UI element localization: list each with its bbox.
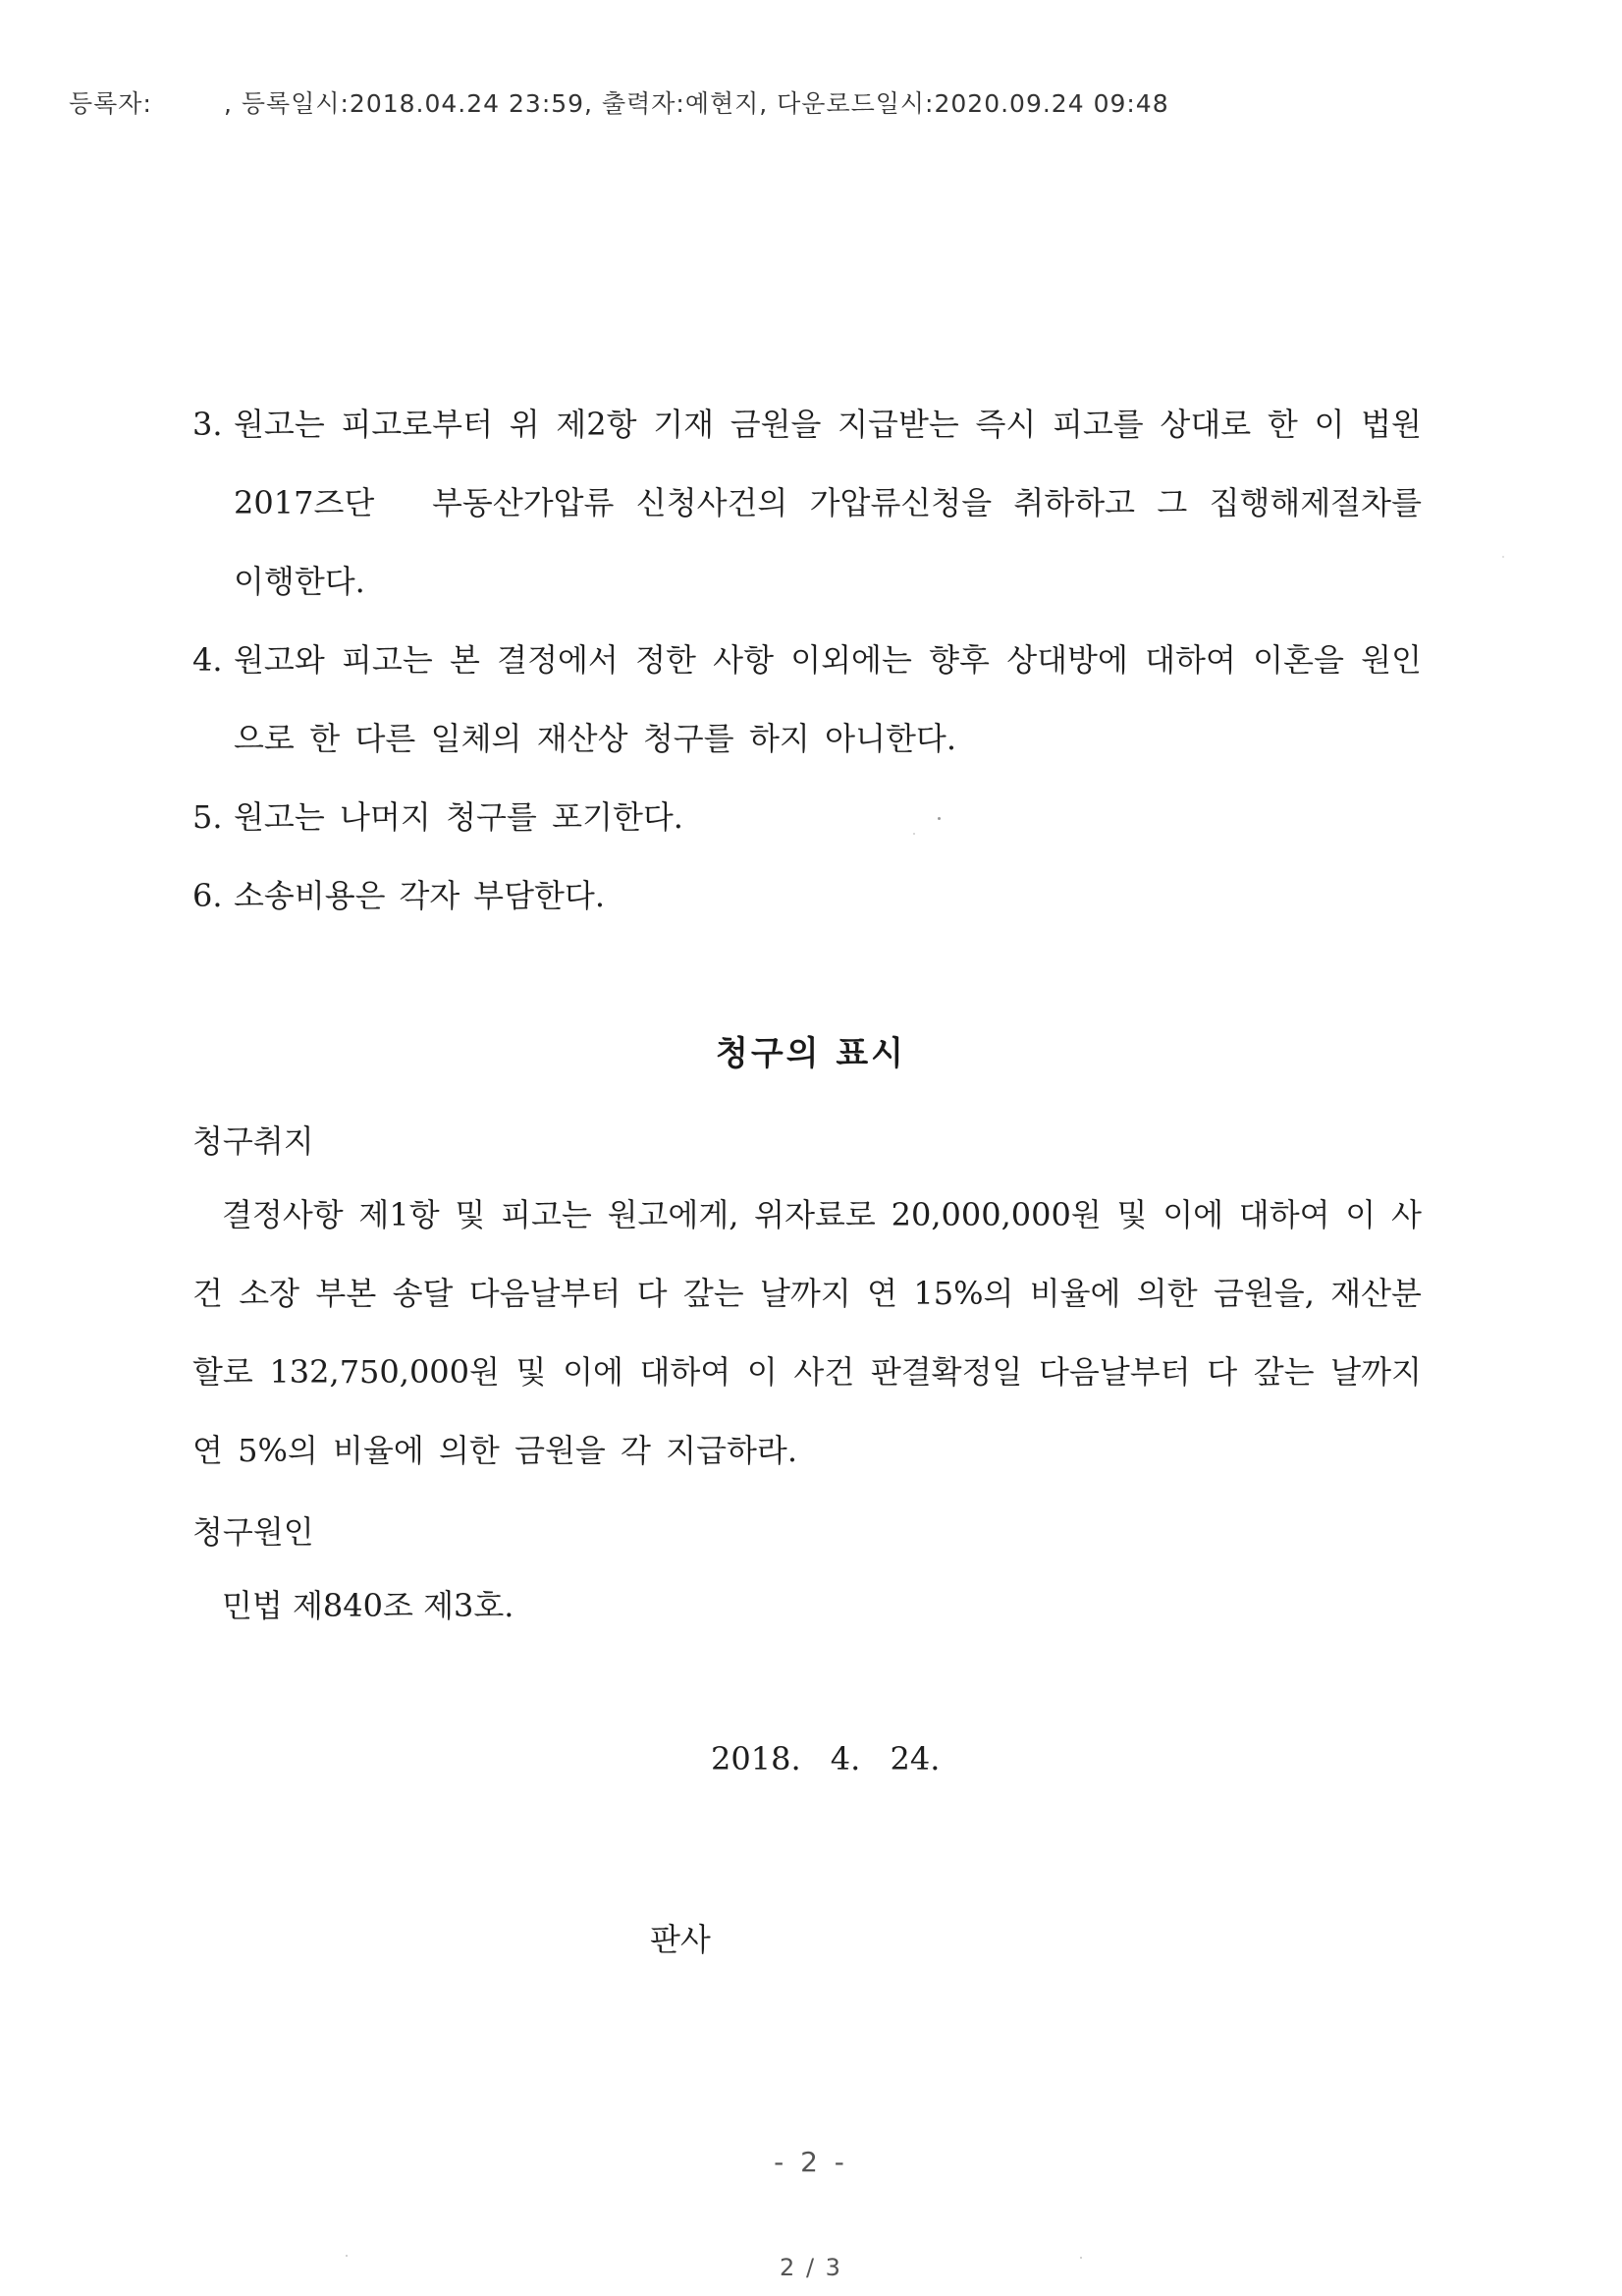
item-3-number: 3. [192, 406, 223, 443]
scan-speck [938, 817, 941, 820]
claim-purpose-line-3: 할로 132,750,000원 및 이에 대하여 이 사건 판결확정일 다음날부터 다 갚는 날까지 [192, 1353, 1422, 1391]
item-4-line-1: 원고와 피고는 본 결정에서 정한 사항 이외에는 향후 상대방에 대하여 이혼을 원인 [234, 641, 1422, 679]
item-3-case-number: 2017즈단 [234, 484, 375, 521]
claim-purpose-line-4: 연 5%의 비율에 의한 금원을 각 지급하라. [192, 1432, 797, 1469]
claim-cause-heading: 청구원인 [192, 1513, 314, 1551]
claim-section-title: 청구의 표시 [715, 1034, 907, 1073]
claim-cause-text: 민법 제840조 제3호. [222, 1587, 514, 1624]
registrant-label: 등록자: [69, 89, 152, 118]
item-3-line-2: 부동산가압류 신청사건의 가압류신청을 취하하고 그 집행해제절차를 [432, 484, 1422, 521]
scan-speck [1502, 556, 1504, 558]
scan-speck [1080, 2257, 1082, 2259]
page-count: 2 / 3 [780, 2254, 842, 2281]
scan-speck [913, 833, 915, 835]
page-number: - 2 - [774, 2146, 848, 2178]
judge-label: 판사 [650, 1921, 711, 1958]
item-6-number: 6. [192, 877, 223, 914]
claim-purpose-line-1: 결정사항 제1항 및 피고는 원고에게, 위자료로 20,000,000원 및 이에 대하여 이 사 [222, 1196, 1422, 1233]
item-5-number: 5. [192, 798, 223, 836]
registration-info: , 등록일시:2018.04.24 23:59, 출력자:예현지, 다운로드일시:2020.09.24 09:48 [224, 89, 1169, 118]
claim-purpose-heading: 청구취지 [192, 1122, 314, 1160]
item-3-line-3: 이행한다. [234, 563, 365, 600]
scan-speck [346, 2255, 348, 2257]
item-5-line-1: 원고는 나머지 청구를 포기한다. [234, 798, 683, 836]
item-6-line-1: 소송비용은 각자 부담한다. [234, 877, 605, 914]
item-3-line-1: 원고는 피고로부터 위 제2항 기재 금원을 지급받는 즉시 피고를 상대로 한 이 법원 [234, 406, 1422, 443]
claim-purpose-line-2: 건 소장 부본 송달 다음날부터 다 갚는 날까지 연 15%의 비율에 의한 금원을, 재산분 [192, 1275, 1422, 1312]
document-date: 2018. 4. 24. [711, 1740, 941, 1777]
item-4-number: 4. [192, 641, 223, 679]
item-4-line-2: 으로 한 다른 일체의 재산상 청구를 하지 아니한다. [234, 720, 956, 757]
download-header [69, 84, 1169, 120]
